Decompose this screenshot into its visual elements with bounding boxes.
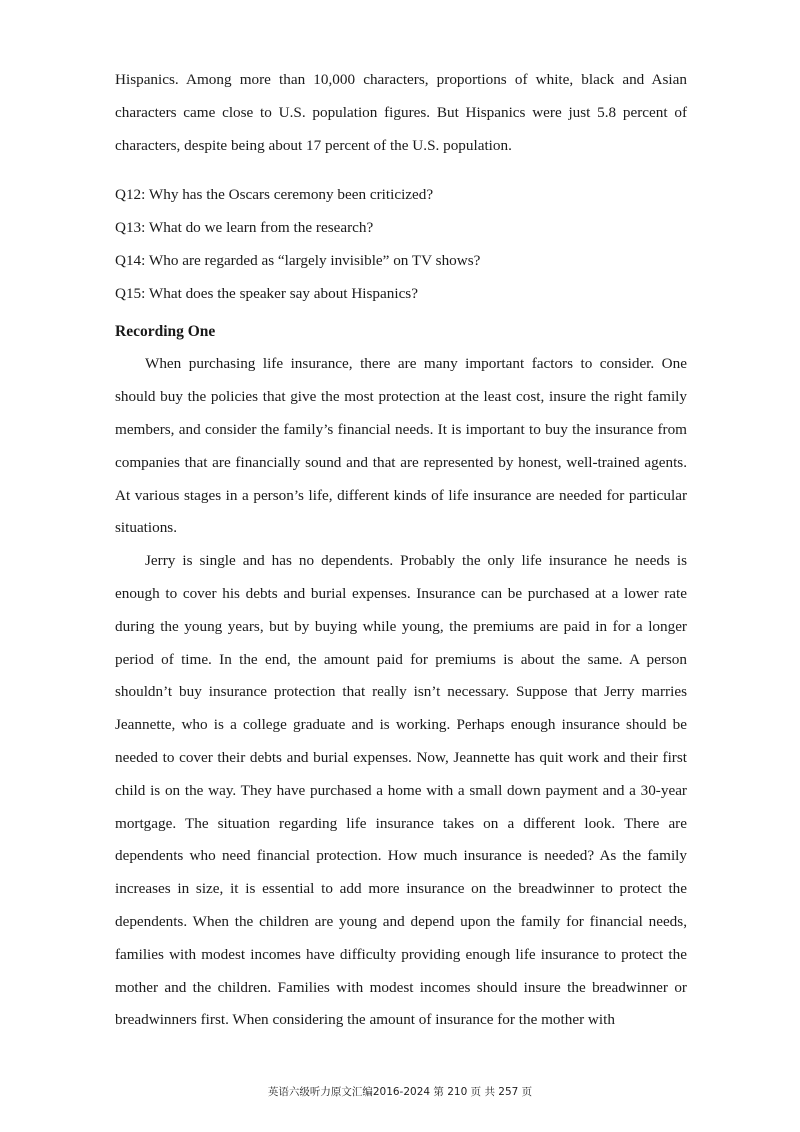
question-item: Q12: Why has the Oscars ceremony been criticized?	[115, 186, 434, 204]
body-paragraph: When purchasing life insurance, there are many important factors to consider. One should buy the policies that give the most protection at the least cost, insure the right family members, and consider the family’s financial needs. It is important to buy the insurance from companies that are financially sound and that are represented by honest, well-trained agents. At various stages in a person’s life, different kinds of life insurance are needed for particular situations.	[115, 355, 687, 537]
question-list	[115, 178, 687, 310]
question-item: Q14: Who are regarded as “largely invisible” on TV shows?	[115, 252, 481, 270]
body-paragraph: Jerry is single and has no dependents. Probably the only life insurance he needs is enough to cover his debts and burial expenses. Insurance can be purchased at a lower rate during the young years, but by buying while young, the premiums are paid in for a longer period of time. In the end, the amount paid for premiums is about the same. A person shouldn’t buy insurance protection that really isn’t necessary. Suppose that Jerry marries Jeannette, who is a college graduate and is working. Perhaps enough insurance should be needed to cover their debts and burial expenses. Now, Jeannette has quit work and their first child is on the way. They have purchased a home with a small down payment and a 30-year mortgage. The situation regarding life insurance takes on a different look. There are dependents who need financial protection. How much insurance is needed? As the family increases in size, it is essential to add more insurance on the breadwinner to protect the dependents. When the children are young and depend upon the family for financial needs, families with modest incomes have difficulty providing enough life insurance to protect the mother and the children. Families with modest incomes should insure the breadwinner or breadwinners first. When considering the amount of insurance for the mother with	[115, 552, 687, 1029]
section-heading: Recording One	[115, 323, 216, 341]
document-page	[115, 64, 687, 1037]
intro-paragraph: Hispanics. Among more than 10,000 characters, proportions of white, black and Asian characters came close to U.S. population figures. But Hispanics were just 5.8 percent of characters, despite being about 17 percent of the U.S. population.	[115, 71, 687, 154]
page-footer: 英语六级听力原文汇编2016-2024 第 210 页 共 257 页	[267, 1086, 533, 1098]
spacer	[115, 162, 687, 178]
question-item: Q15: What does the speaker say about Hispanics?	[115, 285, 418, 303]
question-item: Q13: What do we learn from the research?	[115, 219, 374, 237]
